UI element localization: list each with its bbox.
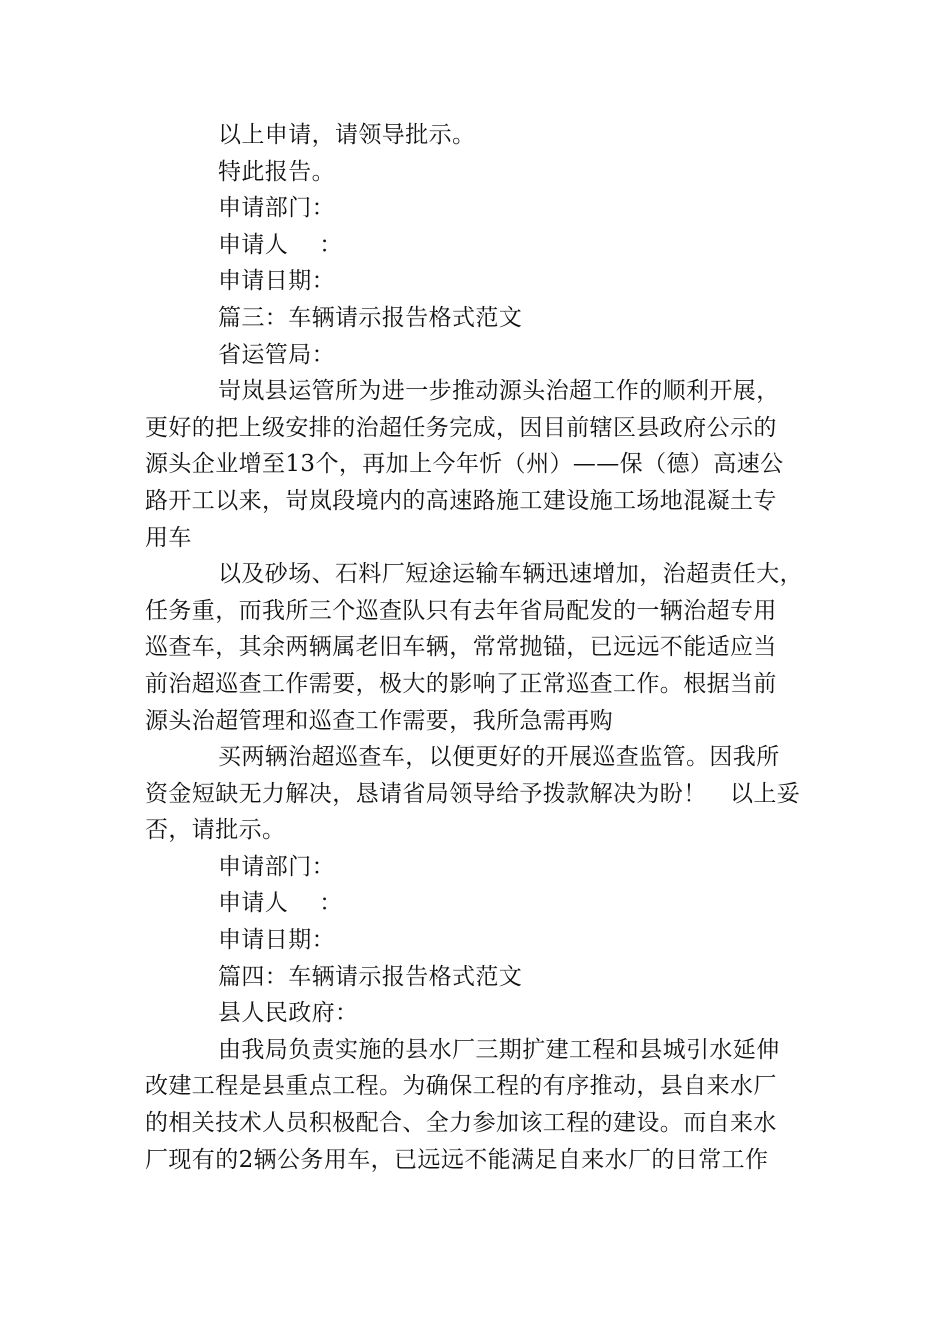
text-line: 任务重，而我所三个巡查队只有去年省局配发的一辆治超专用 [145, 597, 777, 624]
text-line: 厂现有的2辆公务用车，已远远不能满足自来水厂的日常工作 [145, 1146, 769, 1173]
text-line: 买两辆治超巡查车，以便更好的开展巡查监管。因我所 [218, 744, 780, 771]
text-line: 特此报告。 [218, 158, 335, 185]
text-line: 更好的把上级安排的治超任务完成，因目前辖区县政府公示的 [145, 414, 777, 441]
text-line: 用车 [145, 524, 192, 551]
section-heading: 篇四：车辆请示报告格式范文 [218, 963, 523, 990]
text-line: 申请日期： [218, 927, 335, 954]
document-body [145, 117, 805, 1178]
section-heading: 篇三：车辆请示报告格式范文 [218, 304, 523, 331]
text-line: 否，请批示。 [145, 817, 286, 844]
text-line: 源头治超管理和巡查工作需要，我所急需再购 [145, 707, 613, 734]
text-line: 由我局负责实施的县水厂三期扩建工程和县城引水延伸 [218, 1036, 780, 1063]
text-line: 以上申请，请领导批示。 [218, 122, 476, 148]
text-line: 资金短缺无力解决，恳请省局领导给予拨款解决为盼！ 以上妥 [145, 780, 801, 807]
text-line: 的相关技术人员积极配合、全力参加该工程的建设。而自来水 [145, 1110, 777, 1137]
text-line: 申请人 ： [218, 890, 343, 917]
text-line: 申请日期： [218, 268, 335, 295]
text-line: 路开工以来，岢岚段境内的高速路施工建设施工场地混凝土专 [145, 487, 777, 514]
text-line: 以及砂场、石料厂短途运输车辆迅速增加，治超责任大， [218, 561, 803, 588]
text-line: 源头企业增至13个，再加上今年忻（州）——保（德）高速公 [145, 451, 784, 478]
text-line: 岢岚县运管所为进一步推动源头治超工作的顺利开展， [218, 378, 780, 405]
text-line: 申请部门： [218, 853, 335, 880]
text-line: 申请部门： [218, 195, 335, 222]
text-line: 申请人 ： [218, 231, 343, 258]
addressee: 县人民政府： [218, 1000, 359, 1027]
text-line: 巡查车，其余两辆属老旧车辆，常常抛锚，已远远不能适应当 [145, 634, 777, 661]
addressee: 省运管局： [218, 341, 335, 368]
text-line: 前治超巡查工作需要，极大的影响了正常巡查工作。根据当前 [145, 670, 777, 697]
text-line: 改建工程是县重点工程。为确保工程的有序推动，县自来水厂 [145, 1073, 777, 1100]
